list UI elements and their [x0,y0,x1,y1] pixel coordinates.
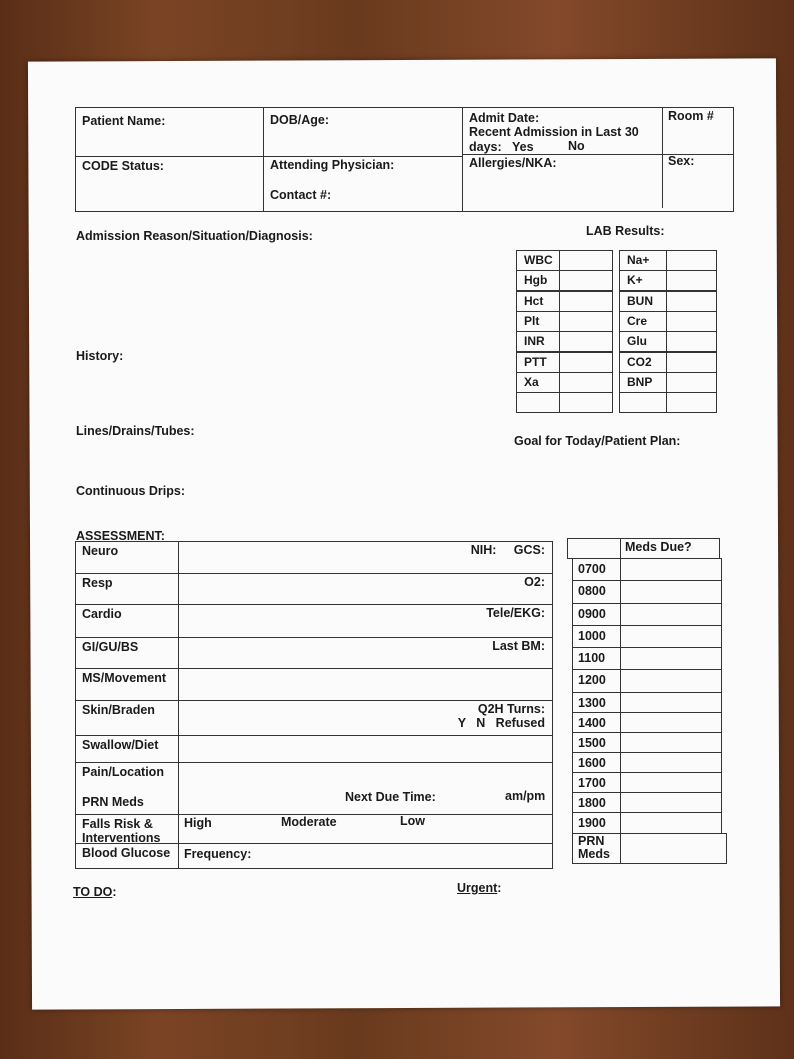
med-due-input[interactable] [620,692,722,713]
assessment-label: Neuro [82,544,119,558]
med-due-input[interactable] [620,752,722,773]
lab-value-input[interactable] [666,392,717,413]
lab-name-cell: BUN [619,291,667,312]
lab-name-cell: Glu [619,331,667,352]
admission-reason-label: Admission Reason/Situation/Diagnosis: [76,229,313,243]
lab-value-input[interactable] [559,331,613,352]
lab-name-cell: BNP [619,372,667,393]
lines-drains-tubes-label: Lines/Drains/Tubes: [76,424,195,438]
med-due-input[interactable] [620,647,722,670]
admit-date-field[interactable]: Admit Date: [469,111,540,125]
history-label: History: [76,349,124,363]
next-due-time-label: Next Due Time: [345,790,436,804]
assessment-label-2: Interventions [82,831,161,845]
assessment-label: MS/Movement [82,671,167,685]
allergies-field[interactable]: Allergies/NKA: [469,156,557,170]
lab-name-cell: K+ [619,270,667,291]
lab-value-input[interactable] [666,311,717,332]
code-status-field[interactable]: CODE Status: [82,159,164,173]
assessment-right-label: Tele/EKG: [486,606,545,620]
lab-name-cell: INR [516,331,560,352]
med-time-cell: 1400 [572,712,621,733]
assessment-input[interactable] [178,762,553,815]
med-time-cell: 1000 [572,625,621,648]
assessment-label: Blood Glucose [82,846,171,860]
assessment-title: ASSESSMENT: [76,529,165,543]
med-time-cell: 0700 [572,558,621,581]
med-due-input[interactable] [620,603,722,626]
divider [263,107,264,212]
assessment-right-label: O2: [524,575,545,589]
med-time-cell: 1800 [572,792,621,813]
lab-name-cell: WBC [516,250,560,271]
med-due-input[interactable] [620,812,722,834]
todo-label [73,885,117,899]
med-time-cell: 1300 [572,692,621,713]
falls-risk-high: High [184,816,212,830]
lab-value-input[interactable] [666,250,717,271]
q2h-turns-options: Y N Refused [457,716,545,730]
assessment-input[interactable] [178,573,553,605]
contact-field[interactable]: Contact #: [270,188,332,202]
med-due-input[interactable] [620,772,722,793]
recent-admission-no[interactable]: No [568,139,585,153]
med-time-cell: 1100 [572,647,621,670]
assessment-input[interactable] [178,735,553,763]
lab-name-cell: Xa [516,372,560,393]
lab-value-input[interactable] [559,311,613,332]
lab-name-cell: Cre [619,311,667,332]
lab-name-cell: Hgb [516,270,560,291]
room-field[interactable]: Room # [668,109,714,123]
urgent-text: Urgent [457,881,498,895]
divider [75,156,463,157]
assessment-right-label: NIH: GCS: [470,543,545,557]
assessment-label: Cardio [82,607,122,621]
med-due-input[interactable] [620,580,722,604]
assessment-label: GI/GU/BS [82,640,139,654]
goal-for-today-label: Goal for Today/Patient Plan: [514,434,681,448]
lab-value-input[interactable] [559,372,613,393]
med-due-input[interactable] [620,732,722,753]
divider [662,107,663,208]
lab-value-input[interactable] [559,270,613,291]
lab-value-input[interactable] [666,372,717,393]
assessment-input[interactable] [178,814,553,844]
continuous-drips-label: Continuous Drips: [76,484,186,498]
med-due-input[interactable] [620,669,722,693]
divider [462,107,463,212]
assessment-label: Swallow/Diet [82,738,159,752]
lab-value-input[interactable] [559,250,613,271]
med-time-cell: PRN Meds [572,833,621,864]
glucose-frequency-label: Frequency: [184,847,252,861]
med-time-cell: 1500 [572,732,621,753]
patient-name-field[interactable]: Patient Name: [82,114,166,128]
med-due-input[interactable] [620,712,722,733]
med-time-cell: 0800 [572,580,621,604]
todo-text: TO DO [73,885,113,899]
assessment-label: Pain/Location [82,765,164,779]
meds-header-blank [567,538,621,559]
assessment-right-label: Q2H Turns: [477,702,545,716]
lab-results-title: LAB Results: [586,224,665,238]
recent-admission-label: Recent Admission in Last 30 [469,125,639,139]
med-due-input[interactable] [620,833,727,864]
lab-value-input[interactable] [559,392,613,413]
patient-info-table [75,107,734,212]
assessment-right-label: Last BM: [492,639,545,653]
lab-value-input[interactable] [559,352,613,373]
falls-risk-low: Low [400,814,425,828]
lab-name-cell [619,392,667,413]
meds-due-title: Meds Due? [620,538,720,559]
days-label: days: [469,140,502,154]
recent-admission-yes[interactable]: Yes [512,140,534,154]
dob-age-field[interactable]: DOB/Age: [270,113,330,127]
urgent-colon: : [497,881,502,895]
med-time-cell: 1700 [572,772,621,793]
med-time-cell: 1200 [572,669,621,693]
lab-name-cell: CO2 [619,352,667,373]
falls-risk-moderate: Moderate [281,815,337,829]
lab-name-cell: PTT [516,352,560,373]
lab-name-cell [516,392,560,413]
lab-value-input[interactable] [666,270,717,291]
med-time-cell: 1600 [572,752,621,773]
assessment-label-2: PRN Meds [82,795,144,809]
sex-field[interactable]: Sex: [668,154,695,168]
med-time-cell: 0900 [572,603,621,626]
med-due-input[interactable] [620,792,722,813]
lab-name-cell: Plt [516,311,560,332]
assessment-input[interactable] [178,668,553,701]
lab-value-input[interactable] [666,352,717,373]
lab-name-cell: Na+ [619,250,667,271]
lab-value-input[interactable] [666,331,717,352]
urgent-label [457,881,501,895]
assessment-label: Resp [82,576,113,590]
lab-name-cell: Hct [516,291,560,312]
attending-physician-field[interactable]: Attending Physician: [270,158,395,172]
med-time-cell: 1900 [572,812,621,834]
lab-value-input[interactable] [666,291,717,312]
assessment-label: Falls Risk & [82,817,153,831]
med-due-input[interactable] [620,625,722,648]
lab-value-input[interactable] [559,291,613,312]
todo-colon: : [112,885,117,899]
assessment-label: Skin/Braden [82,703,155,717]
med-due-input[interactable] [620,558,722,581]
am-pm-label: am/pm [505,789,546,803]
